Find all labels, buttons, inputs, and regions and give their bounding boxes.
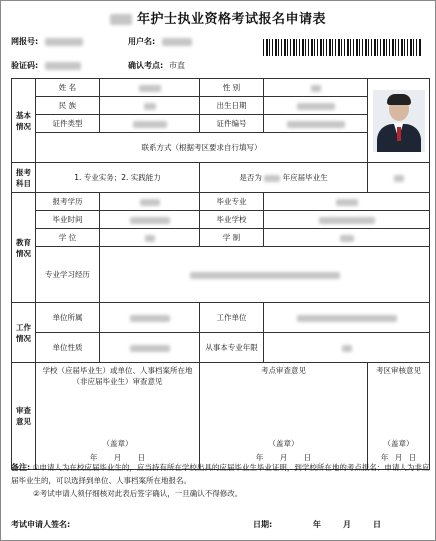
review-site-heading: 考点审查意见 bbox=[261, 366, 306, 375]
years-value bbox=[264, 333, 430, 363]
notes-line-1: ①申请人为在校应届毕业生的，应当持有所在学校出具的应届毕业生毕业证明，到学校所在地的考点报名；申请人为非应届毕业生的，可以选择到单位、人事档案所在地报名。 bbox=[11, 463, 430, 485]
id-type-label: 证件类型 bbox=[36, 115, 100, 133]
work-section-label: 工作情况 bbox=[12, 303, 36, 363]
review-section-label: 审查意见 bbox=[12, 363, 36, 470]
unit-belong-value bbox=[100, 303, 200, 333]
subject-row bbox=[12, 163, 430, 193]
review-area-date: 年 月 日 bbox=[380, 453, 417, 462]
photo-cell bbox=[368, 79, 430, 163]
sign-month: 月 bbox=[343, 520, 351, 529]
basic-row-3 bbox=[12, 115, 430, 133]
fresh-grad-prefix: 是否为 bbox=[239, 173, 262, 182]
id-type-value bbox=[100, 115, 200, 133]
fresh-grad-question bbox=[200, 163, 368, 193]
degree-label: 报考学历 bbox=[36, 193, 100, 211]
edu-section-label: 教育情况 bbox=[12, 193, 36, 303]
applicant-photo bbox=[373, 90, 425, 152]
school-value bbox=[264, 211, 430, 229]
basic-row-4 bbox=[12, 133, 430, 163]
sign-date-label: 日期: bbox=[253, 520, 273, 529]
history-label: 专业学习经历 bbox=[36, 247, 100, 303]
birth-label: 出生日期 bbox=[200, 97, 264, 115]
notes-line-2: ②考试申请人须仔细核对此表后签字确认，一旦确认不得修改。 bbox=[33, 489, 243, 498]
edu-row-4 bbox=[12, 247, 430, 303]
review-site-cell bbox=[200, 363, 368, 470]
xuewei-label: 学 位 bbox=[36, 229, 100, 247]
unit-label: 工作单位 bbox=[200, 303, 264, 333]
unit-value bbox=[264, 303, 430, 333]
birth-value bbox=[264, 97, 368, 115]
exam-site-label: 确认考点: bbox=[128, 61, 164, 70]
xuewei-value bbox=[100, 229, 200, 247]
edu-row-3 bbox=[12, 229, 430, 247]
year-redacted bbox=[110, 14, 132, 25]
grad-time-label: 毕业时间 bbox=[36, 211, 100, 229]
review-school-seal: （盖章） bbox=[102, 439, 133, 448]
id-no-value bbox=[264, 115, 368, 133]
exam-site-row bbox=[128, 60, 185, 71]
name-value bbox=[100, 79, 200, 97]
review-site-seal: （盖章） bbox=[268, 439, 299, 448]
user-row bbox=[128, 36, 192, 47]
name-label: 姓 名 bbox=[36, 79, 100, 97]
sign-day: 日 bbox=[373, 520, 381, 529]
major-label: 毕业专业 bbox=[200, 193, 264, 211]
contact-label: 联系方式（根据考区要求自行填写） bbox=[36, 133, 368, 163]
review-site-date: 年 月 日 bbox=[255, 453, 312, 462]
form-table bbox=[11, 78, 430, 470]
basic-row-1 bbox=[12, 79, 430, 97]
review-area-heading: 考区审核意见 bbox=[376, 366, 421, 375]
sign-label: 考试申请人签名: bbox=[11, 520, 71, 529]
basic-section-label: 基本情况 bbox=[12, 79, 36, 163]
unit-belong-label: 单位所属 bbox=[36, 303, 100, 333]
review-area-seal: （盖章） bbox=[383, 439, 414, 448]
form-title bbox=[1, 8, 435, 27]
user-label: 用户名: bbox=[128, 37, 156, 46]
review-school-date: 年 月 日 bbox=[89, 453, 146, 462]
ethnicity-value bbox=[100, 97, 200, 115]
exam-site-value: 市直 bbox=[169, 61, 185, 70]
verify-label: 验证码: bbox=[11, 61, 39, 70]
degree-value bbox=[100, 193, 200, 211]
form-title-text: 年护士执业资格考试报名申请表 bbox=[137, 12, 327, 27]
subject-section-label: 报考科目 bbox=[12, 163, 36, 193]
verify-row bbox=[11, 60, 81, 71]
net-no-redacted bbox=[45, 38, 83, 46]
xuezhi-label: 学 制 bbox=[200, 229, 264, 247]
xuezhi-value bbox=[264, 229, 430, 247]
fresh-grad-suffix: 年应届毕业生 bbox=[282, 173, 328, 182]
unit-nature-label: 单位性质 bbox=[36, 333, 100, 363]
verify-redacted bbox=[45, 62, 81, 70]
fresh-grad-year-redacted bbox=[264, 175, 280, 182]
notes-block bbox=[11, 461, 431, 500]
ethnicity-label: 民 族 bbox=[36, 97, 100, 115]
history-value bbox=[100, 247, 430, 303]
grad-time-value bbox=[100, 211, 200, 229]
work-row-2 bbox=[12, 333, 430, 363]
unit-nature-value bbox=[100, 333, 200, 363]
basic-row-2 bbox=[12, 97, 430, 115]
fresh-grad-answer bbox=[368, 163, 430, 193]
school-label: 毕业学校 bbox=[200, 211, 264, 229]
edu-row-2 bbox=[12, 211, 430, 229]
user-redacted bbox=[162, 38, 192, 46]
net-no-row bbox=[11, 36, 83, 47]
review-school-cell bbox=[36, 363, 200, 470]
review-area-cell bbox=[368, 363, 430, 470]
work-row-1 bbox=[12, 303, 430, 333]
years-label: 从事本专业年限 bbox=[200, 333, 264, 363]
edu-row-1 bbox=[12, 193, 430, 211]
major-value bbox=[264, 193, 430, 211]
subject-value: 1. 专业实务；2. 实践能力 bbox=[36, 163, 200, 193]
review-school-heading: 学校（应届毕业生）或单位、人事档案所在地（非应届毕业生）审查意见 bbox=[42, 366, 193, 386]
net-no-label: 网报号: bbox=[11, 37, 39, 46]
notes-label: 备注: bbox=[11, 463, 31, 472]
gender-label: 性 别 bbox=[200, 79, 264, 97]
barcode bbox=[263, 39, 421, 56]
review-row bbox=[12, 363, 430, 470]
gender-value bbox=[264, 79, 368, 97]
sign-year: 年 bbox=[313, 520, 321, 529]
id-no-label: 证件编号 bbox=[200, 115, 264, 133]
